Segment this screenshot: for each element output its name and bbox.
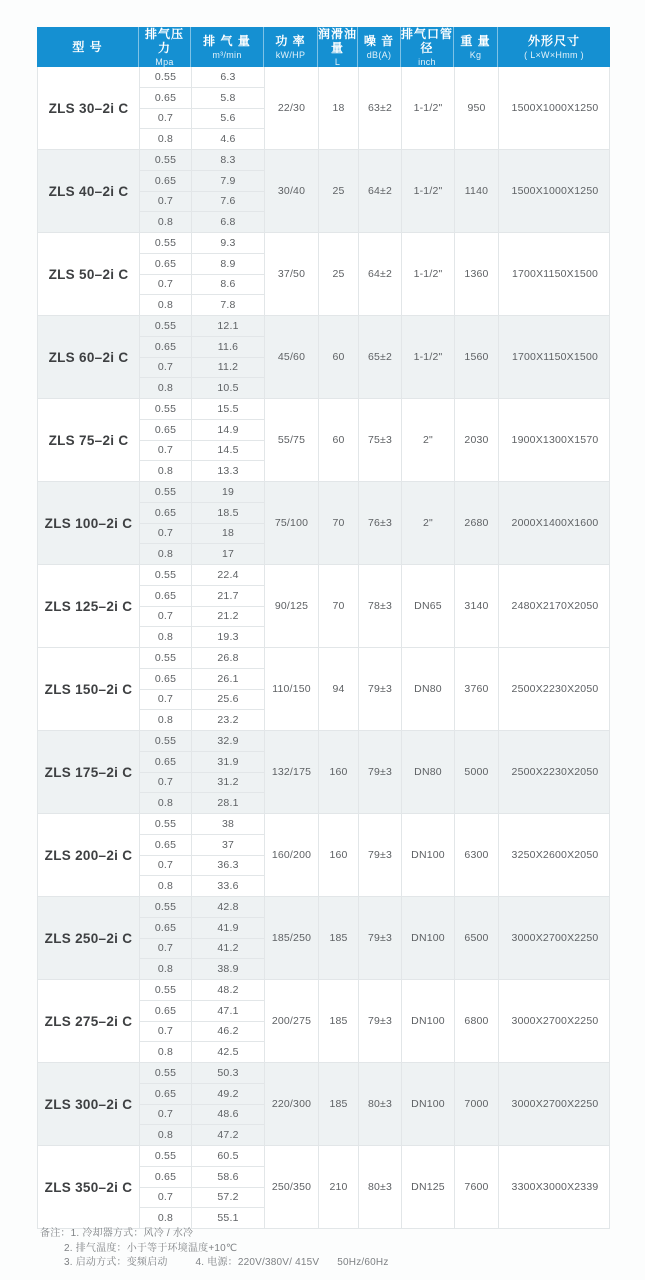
pressure-value: 0.55 — [154, 236, 177, 249]
flow-value: 49.2 — [192, 1083, 264, 1104]
model-name: ZLS 250–2i C — [44, 930, 133, 946]
flow-value: 22.4 — [217, 568, 239, 581]
oil-value: 18 — [318, 67, 358, 149]
pressure-value: 0.65 — [140, 87, 191, 108]
model-name: ZLS 275–2i C — [44, 1013, 133, 1029]
model-name: ZLS 75–2i C — [48, 432, 129, 448]
oil-value: 25 — [318, 150, 358, 232]
model-name: ZLS 350–2i C — [44, 1179, 133, 1195]
pressure-value: 0.65 — [140, 170, 191, 191]
noise-value: 76±3 — [358, 482, 401, 564]
noise-value: 79±3 — [358, 897, 401, 979]
flow-column — [191, 316, 264, 398]
flow-value: 18.5 — [192, 502, 264, 523]
flow-column — [191, 150, 264, 232]
pipe-value: 1-1/2" — [401, 316, 454, 398]
dims-value: 2000X1400X1600 — [498, 482, 611, 564]
note-line-2 — [40, 1242, 389, 1257]
model-row — [38, 232, 609, 315]
flow-value: 19 — [221, 485, 235, 498]
flow-value: 8.3 — [220, 153, 236, 166]
flow-value: 47.1 — [192, 1000, 264, 1021]
dims-value: 2480X2170X2050 — [498, 565, 611, 647]
weight-value: 6800 — [454, 980, 498, 1062]
note-start-mode: 3. 启动方式：变频启动 — [64, 1257, 168, 1268]
pressure-value: 0.55 — [154, 817, 177, 830]
pressure-value: 0.65 — [140, 1083, 191, 1104]
weight-value: 3760 — [454, 648, 498, 730]
flow-value: 38 — [221, 817, 235, 830]
col-header-dims — [497, 27, 610, 67]
flow-value: 48.2 — [217, 983, 239, 996]
weight-value: 1140 — [454, 150, 498, 232]
flow-value: 23.2 — [192, 709, 264, 730]
pressure-value: 0.55 — [154, 319, 177, 332]
noise-value: 79±3 — [358, 980, 401, 1062]
noise-value: 64±2 — [358, 150, 401, 232]
weight-value: 1360 — [454, 233, 498, 315]
pressure-value: 0.7 — [140, 1104, 191, 1125]
model-row — [38, 979, 609, 1062]
flow-value: 21.2 — [192, 606, 264, 627]
notes — [40, 1227, 389, 1271]
pressure-value: 0.65 — [140, 1000, 191, 1021]
pipe-value: DN80 — [401, 731, 454, 813]
oil-value: 60 — [318, 399, 358, 481]
pressure-column — [139, 67, 191, 149]
col-unit-dims: ( L×W×Hmm ) — [524, 50, 584, 60]
dims-value: 3300X3000X2339 — [498, 1146, 611, 1228]
model-row — [38, 398, 609, 481]
pressure-value: 0.65 — [140, 917, 191, 938]
noise-value: 80±3 — [358, 1146, 401, 1228]
oil-value: 185 — [318, 897, 358, 979]
pressure-value: 0.55 — [154, 568, 177, 581]
pressure-column — [139, 233, 191, 315]
power-value: 30/40 — [264, 150, 318, 232]
model-row — [38, 67, 609, 149]
model-row — [38, 813, 609, 896]
model-name: ZLS 300–2i C — [44, 1096, 133, 1112]
col-title-pipe: 排气口管径 — [401, 27, 454, 55]
col-header-weight — [453, 27, 497, 67]
pipe-value: DN100 — [401, 814, 454, 896]
pressure-value: 0.65 — [140, 502, 191, 523]
power-value: 250/350 — [264, 1146, 318, 1228]
flow-value: 33.6 — [192, 875, 264, 896]
pressure-value: 0.7 — [140, 938, 191, 959]
flow-value: 37 — [192, 834, 264, 855]
col-unit-oil: L — [334, 57, 341, 67]
noise-value: 65±2 — [358, 316, 401, 398]
flow-value: 19.3 — [192, 626, 264, 647]
flow-column — [191, 565, 264, 647]
dims-value: 3000X2700X2250 — [498, 980, 611, 1062]
dims-value: 1900X1300X1570 — [498, 399, 611, 481]
pressure-value: 0.65 — [140, 585, 191, 606]
oil-value: 160 — [318, 731, 358, 813]
pressure-column — [139, 648, 191, 730]
col-title-power: 功 率 — [275, 34, 306, 48]
pressure-value: 0.55 — [154, 983, 177, 996]
power-value: 55/75 — [264, 399, 318, 481]
pressure-column — [139, 399, 191, 481]
flow-column — [191, 399, 264, 481]
noise-value: 75±3 — [358, 399, 401, 481]
flow-column — [191, 648, 264, 730]
flow-value: 7.8 — [192, 294, 264, 315]
flow-value: 26.8 — [217, 651, 239, 664]
pressure-value: 0.55 — [154, 1066, 177, 1079]
col-header-flow — [190, 27, 263, 67]
weight-value: 7000 — [454, 1063, 498, 1145]
flow-value: 7.6 — [192, 191, 264, 212]
pressure-column — [139, 814, 191, 896]
noise-value: 63±2 — [358, 67, 401, 149]
col-header-pressure — [138, 27, 190, 67]
dims-value: 1500X1000X1250 — [498, 67, 611, 149]
dims-value: 3250X2600X2050 — [498, 814, 611, 896]
oil-value: 185 — [318, 1063, 358, 1145]
col-unit-pressure: Mpa — [155, 57, 174, 67]
noise-value: 79±3 — [358, 648, 401, 730]
model-row — [38, 564, 609, 647]
col-header-oil — [317, 27, 357, 67]
spec-table — [37, 27, 610, 1229]
pressure-value: 0.7 — [140, 274, 191, 295]
pressure-value: 0.7 — [140, 1187, 191, 1208]
noise-value: 78±3 — [358, 565, 401, 647]
power-value: 22/30 — [264, 67, 318, 149]
pressure-value: 0.55 — [154, 402, 177, 415]
col-title-oil: 润滑油量 — [318, 27, 358, 55]
flow-value: 31.9 — [192, 751, 264, 772]
pressure-value: 0.8 — [140, 1124, 191, 1145]
power-value: 200/275 — [264, 980, 318, 1062]
weight-value: 5000 — [454, 731, 498, 813]
note-frequency: 50Hz/60Hz — [337, 1257, 389, 1268]
col-unit-flow: m³/min — [212, 50, 242, 60]
flow-value: 8.9 — [192, 253, 264, 274]
col-unit-pipe: inch — [418, 57, 436, 67]
model-name: ZLS 50–2i C — [48, 266, 129, 282]
pipe-value: DN80 — [401, 648, 454, 730]
pressure-value: 0.7 — [140, 523, 191, 544]
power-value: 45/60 — [264, 316, 318, 398]
pressure-value: 0.7 — [140, 772, 191, 793]
model-row — [38, 896, 609, 979]
dims-value: 3000X2700X2250 — [498, 897, 611, 979]
flow-value: 6.8 — [192, 211, 264, 232]
pressure-value: 0.65 — [140, 253, 191, 274]
pressure-value: 0.55 — [154, 651, 177, 664]
flow-value: 12.1 — [217, 319, 239, 332]
flow-column — [191, 814, 264, 896]
model-name: ZLS 40–2i C — [48, 183, 129, 199]
flow-value: 9.3 — [220, 236, 236, 249]
pressure-value: 0.8 — [140, 294, 191, 315]
noise-value: 64±2 — [358, 233, 401, 315]
oil-value: 25 — [318, 233, 358, 315]
note-power-supply: 4. 电源：220V/380V/ 415V — [195, 1257, 320, 1268]
flow-value: 57.2 — [192, 1187, 264, 1208]
pipe-value: 2" — [401, 482, 454, 564]
pressure-value: 0.65 — [140, 1166, 191, 1187]
model-name: ZLS 150–2i C — [44, 681, 133, 697]
flow-value: 32.9 — [217, 734, 239, 747]
col-header-power — [263, 27, 317, 67]
col-title-weight: 重 量 — [460, 34, 491, 48]
col-title-flow: 排 气 量 — [203, 34, 251, 48]
weight-value: 6300 — [454, 814, 498, 896]
flow-value: 18 — [192, 523, 264, 544]
pressure-column — [139, 565, 191, 647]
dims-value: 2500X2230X2050 — [498, 731, 611, 813]
pipe-value: DN65 — [401, 565, 454, 647]
col-header-pipe — [400, 27, 453, 67]
flow-value: 48.6 — [192, 1104, 264, 1125]
model-name: ZLS 175–2i C — [44, 764, 133, 780]
dims-value: 3000X2700X2250 — [498, 1063, 611, 1145]
pressure-value: 0.65 — [140, 336, 191, 357]
pressure-value: 0.65 — [140, 751, 191, 772]
flow-value: 41.2 — [192, 938, 264, 959]
pressure-column — [139, 1146, 191, 1228]
pipe-value: DN100 — [401, 1063, 454, 1145]
pressure-value: 0.8 — [140, 543, 191, 564]
pressure-column — [139, 482, 191, 564]
col-header-model — [37, 27, 138, 67]
notes-label: 备注： — [40, 1228, 71, 1239]
pressure-value: 0.8 — [140, 128, 191, 149]
col-title-noise: 噪 音 — [363, 34, 395, 48]
oil-value: 160 — [318, 814, 358, 896]
flow-value: 46.2 — [192, 1021, 264, 1042]
col-title-pressure: 排气压力 — [144, 27, 184, 55]
pressure-value: 0.8 — [140, 875, 191, 896]
pressure-value: 0.7 — [140, 440, 191, 461]
model-row — [38, 149, 609, 232]
noise-value: 79±3 — [358, 731, 401, 813]
pressure-value: 0.8 — [140, 1207, 191, 1228]
pressure-value: 0.7 — [140, 357, 191, 378]
pressure-column — [139, 980, 191, 1062]
pressure-column — [139, 897, 191, 979]
weight-value: 2030 — [454, 399, 498, 481]
pipe-value: DN125 — [401, 1146, 454, 1228]
flow-value: 6.3 — [220, 70, 236, 83]
flow-value: 36.3 — [192, 855, 264, 876]
flow-value: 41.9 — [192, 917, 264, 938]
flow-value: 17 — [192, 543, 264, 564]
pipe-value: 1-1/2" — [401, 67, 454, 149]
note-line-3 — [40, 1256, 389, 1271]
weight-value: 6500 — [454, 897, 498, 979]
flow-value: 7.9 — [192, 170, 264, 191]
pressure-value: 0.8 — [140, 460, 191, 481]
noise-value: 79±3 — [358, 814, 401, 896]
oil-value: 60 — [318, 316, 358, 398]
oil-value: 210 — [318, 1146, 358, 1228]
model-name: ZLS 100–2i C — [44, 515, 133, 531]
col-unit-weight: Kg — [469, 50, 482, 60]
pressure-value: 0.8 — [140, 626, 191, 647]
flow-column — [191, 980, 264, 1062]
col-header-noise — [357, 27, 400, 67]
power-value: 132/175 — [264, 731, 318, 813]
oil-value: 70 — [318, 482, 358, 564]
dims-value: 1700X1150X1500 — [498, 316, 611, 398]
model-name: ZLS 125–2i C — [44, 598, 133, 614]
pressure-value: 0.7 — [140, 606, 191, 627]
dims-value: 1500X1000X1250 — [498, 150, 611, 232]
flow-value: 26.1 — [192, 668, 264, 689]
flow-value: 10.5 — [192, 377, 264, 398]
pressure-value: 0.55 — [154, 70, 177, 83]
pressure-column — [139, 1063, 191, 1145]
pressure-value: 0.7 — [140, 855, 191, 876]
model-row — [38, 315, 609, 398]
flow-value: 21.7 — [192, 585, 264, 606]
pressure-value: 0.8 — [140, 211, 191, 232]
model-name: ZLS 60–2i C — [48, 349, 129, 365]
noise-value: 80±3 — [358, 1063, 401, 1145]
flow-column — [191, 482, 264, 564]
dims-value: 1700X1150X1500 — [498, 233, 611, 315]
flow-value: 8.6 — [192, 274, 264, 295]
flow-value: 5.8 — [192, 87, 264, 108]
model-row — [38, 647, 609, 730]
note-cooling: 1. 冷却器方式：风冷 / 水冷 — [70, 1228, 194, 1239]
weight-value: 1560 — [454, 316, 498, 398]
flow-value: 58.6 — [192, 1166, 264, 1187]
power-value: 37/50 — [264, 233, 318, 315]
pressure-column — [139, 731, 191, 813]
col-unit-noise: dB(A) — [366, 50, 392, 60]
power-value: 220/300 — [264, 1063, 318, 1145]
pressure-value: 0.55 — [154, 900, 177, 913]
weight-value: 950 — [454, 67, 498, 149]
flow-value: 60.5 — [217, 1149, 239, 1162]
pressure-value: 0.55 — [154, 153, 177, 166]
model-name: ZLS 30–2i C — [48, 100, 129, 116]
pipe-value: 1-1/2" — [401, 233, 454, 315]
pipe-value: DN100 — [401, 897, 454, 979]
pressure-column — [139, 316, 191, 398]
flow-value: 4.6 — [192, 128, 264, 149]
flow-value: 14.5 — [192, 440, 264, 461]
weight-value: 3140 — [454, 565, 498, 647]
pressure-value: 0.8 — [140, 792, 191, 813]
flow-value: 15.5 — [217, 402, 239, 415]
model-row — [38, 481, 609, 564]
flow-value: 42.8 — [217, 900, 239, 913]
pressure-value: 0.55 — [154, 1149, 177, 1162]
pressure-value: 0.7 — [140, 689, 191, 710]
flow-column — [191, 233, 264, 315]
flow-column — [191, 1146, 264, 1228]
model-row — [38, 1062, 609, 1145]
flow-value: 31.2 — [192, 772, 264, 793]
flow-column — [191, 1063, 264, 1145]
model-name: ZLS 200–2i C — [44, 847, 133, 863]
table-body — [37, 67, 610, 1229]
pressure-value: 0.65 — [140, 668, 191, 689]
flow-value: 5.6 — [192, 108, 264, 129]
oil-value: 185 — [318, 980, 358, 1062]
power-value: 90/125 — [264, 565, 318, 647]
flow-value: 11.6 — [192, 336, 264, 357]
oil-value: 70 — [318, 565, 358, 647]
flow-column — [191, 67, 264, 149]
pressure-column — [139, 150, 191, 232]
flow-value: 13.3 — [192, 460, 264, 481]
model-row — [38, 730, 609, 813]
pressure-value: 0.65 — [140, 419, 191, 440]
weight-value: 7600 — [454, 1146, 498, 1228]
flow-value: 42.5 — [192, 1041, 264, 1062]
pressure-value: 0.8 — [140, 377, 191, 398]
power-value: 160/200 — [264, 814, 318, 896]
pressure-value: 0.65 — [140, 834, 191, 855]
flow-column — [191, 731, 264, 813]
flow-value: 38.9 — [192, 958, 264, 979]
pressure-value: 0.7 — [140, 1021, 191, 1042]
pressure-value: 0.55 — [154, 734, 177, 747]
table-header — [37, 27, 610, 67]
pipe-value: 1-1/2" — [401, 150, 454, 232]
flow-value: 50.3 — [217, 1066, 239, 1079]
model-row — [38, 1145, 609, 1228]
power-value: 185/250 — [264, 897, 318, 979]
flow-value: 25.6 — [192, 689, 264, 710]
note-exhaust-temp: 2. 排气温度：小于等于环境温度+10℃ — [64, 1242, 238, 1254]
flow-value: 28.1 — [192, 792, 264, 813]
pressure-value: 0.8 — [140, 709, 191, 730]
pressure-value: 0.55 — [154, 485, 177, 498]
oil-value: 94 — [318, 648, 358, 730]
pipe-value: 2" — [401, 399, 454, 481]
weight-value: 2680 — [454, 482, 498, 564]
flow-value: 14.9 — [192, 419, 264, 440]
flow-column — [191, 897, 264, 979]
pipe-value: DN100 — [401, 980, 454, 1062]
pressure-value: 0.8 — [140, 958, 191, 979]
pressure-value: 0.7 — [140, 108, 191, 129]
pressure-value: 0.7 — [140, 191, 191, 212]
flow-value: 47.2 — [192, 1124, 264, 1145]
col-title-dims: 外形尺寸 — [527, 34, 580, 48]
flow-value: 11.2 — [192, 357, 264, 378]
pressure-value: 0.8 — [140, 1041, 191, 1062]
power-value: 75/100 — [264, 482, 318, 564]
note-line-1 — [40, 1227, 389, 1242]
col-title-model: 型 号 — [72, 40, 103, 54]
col-unit-power: kW/HP — [275, 50, 306, 60]
power-value: 110/150 — [264, 648, 318, 730]
flow-value: 55.1 — [192, 1207, 264, 1228]
dims-value: 2500X2230X2050 — [498, 648, 611, 730]
